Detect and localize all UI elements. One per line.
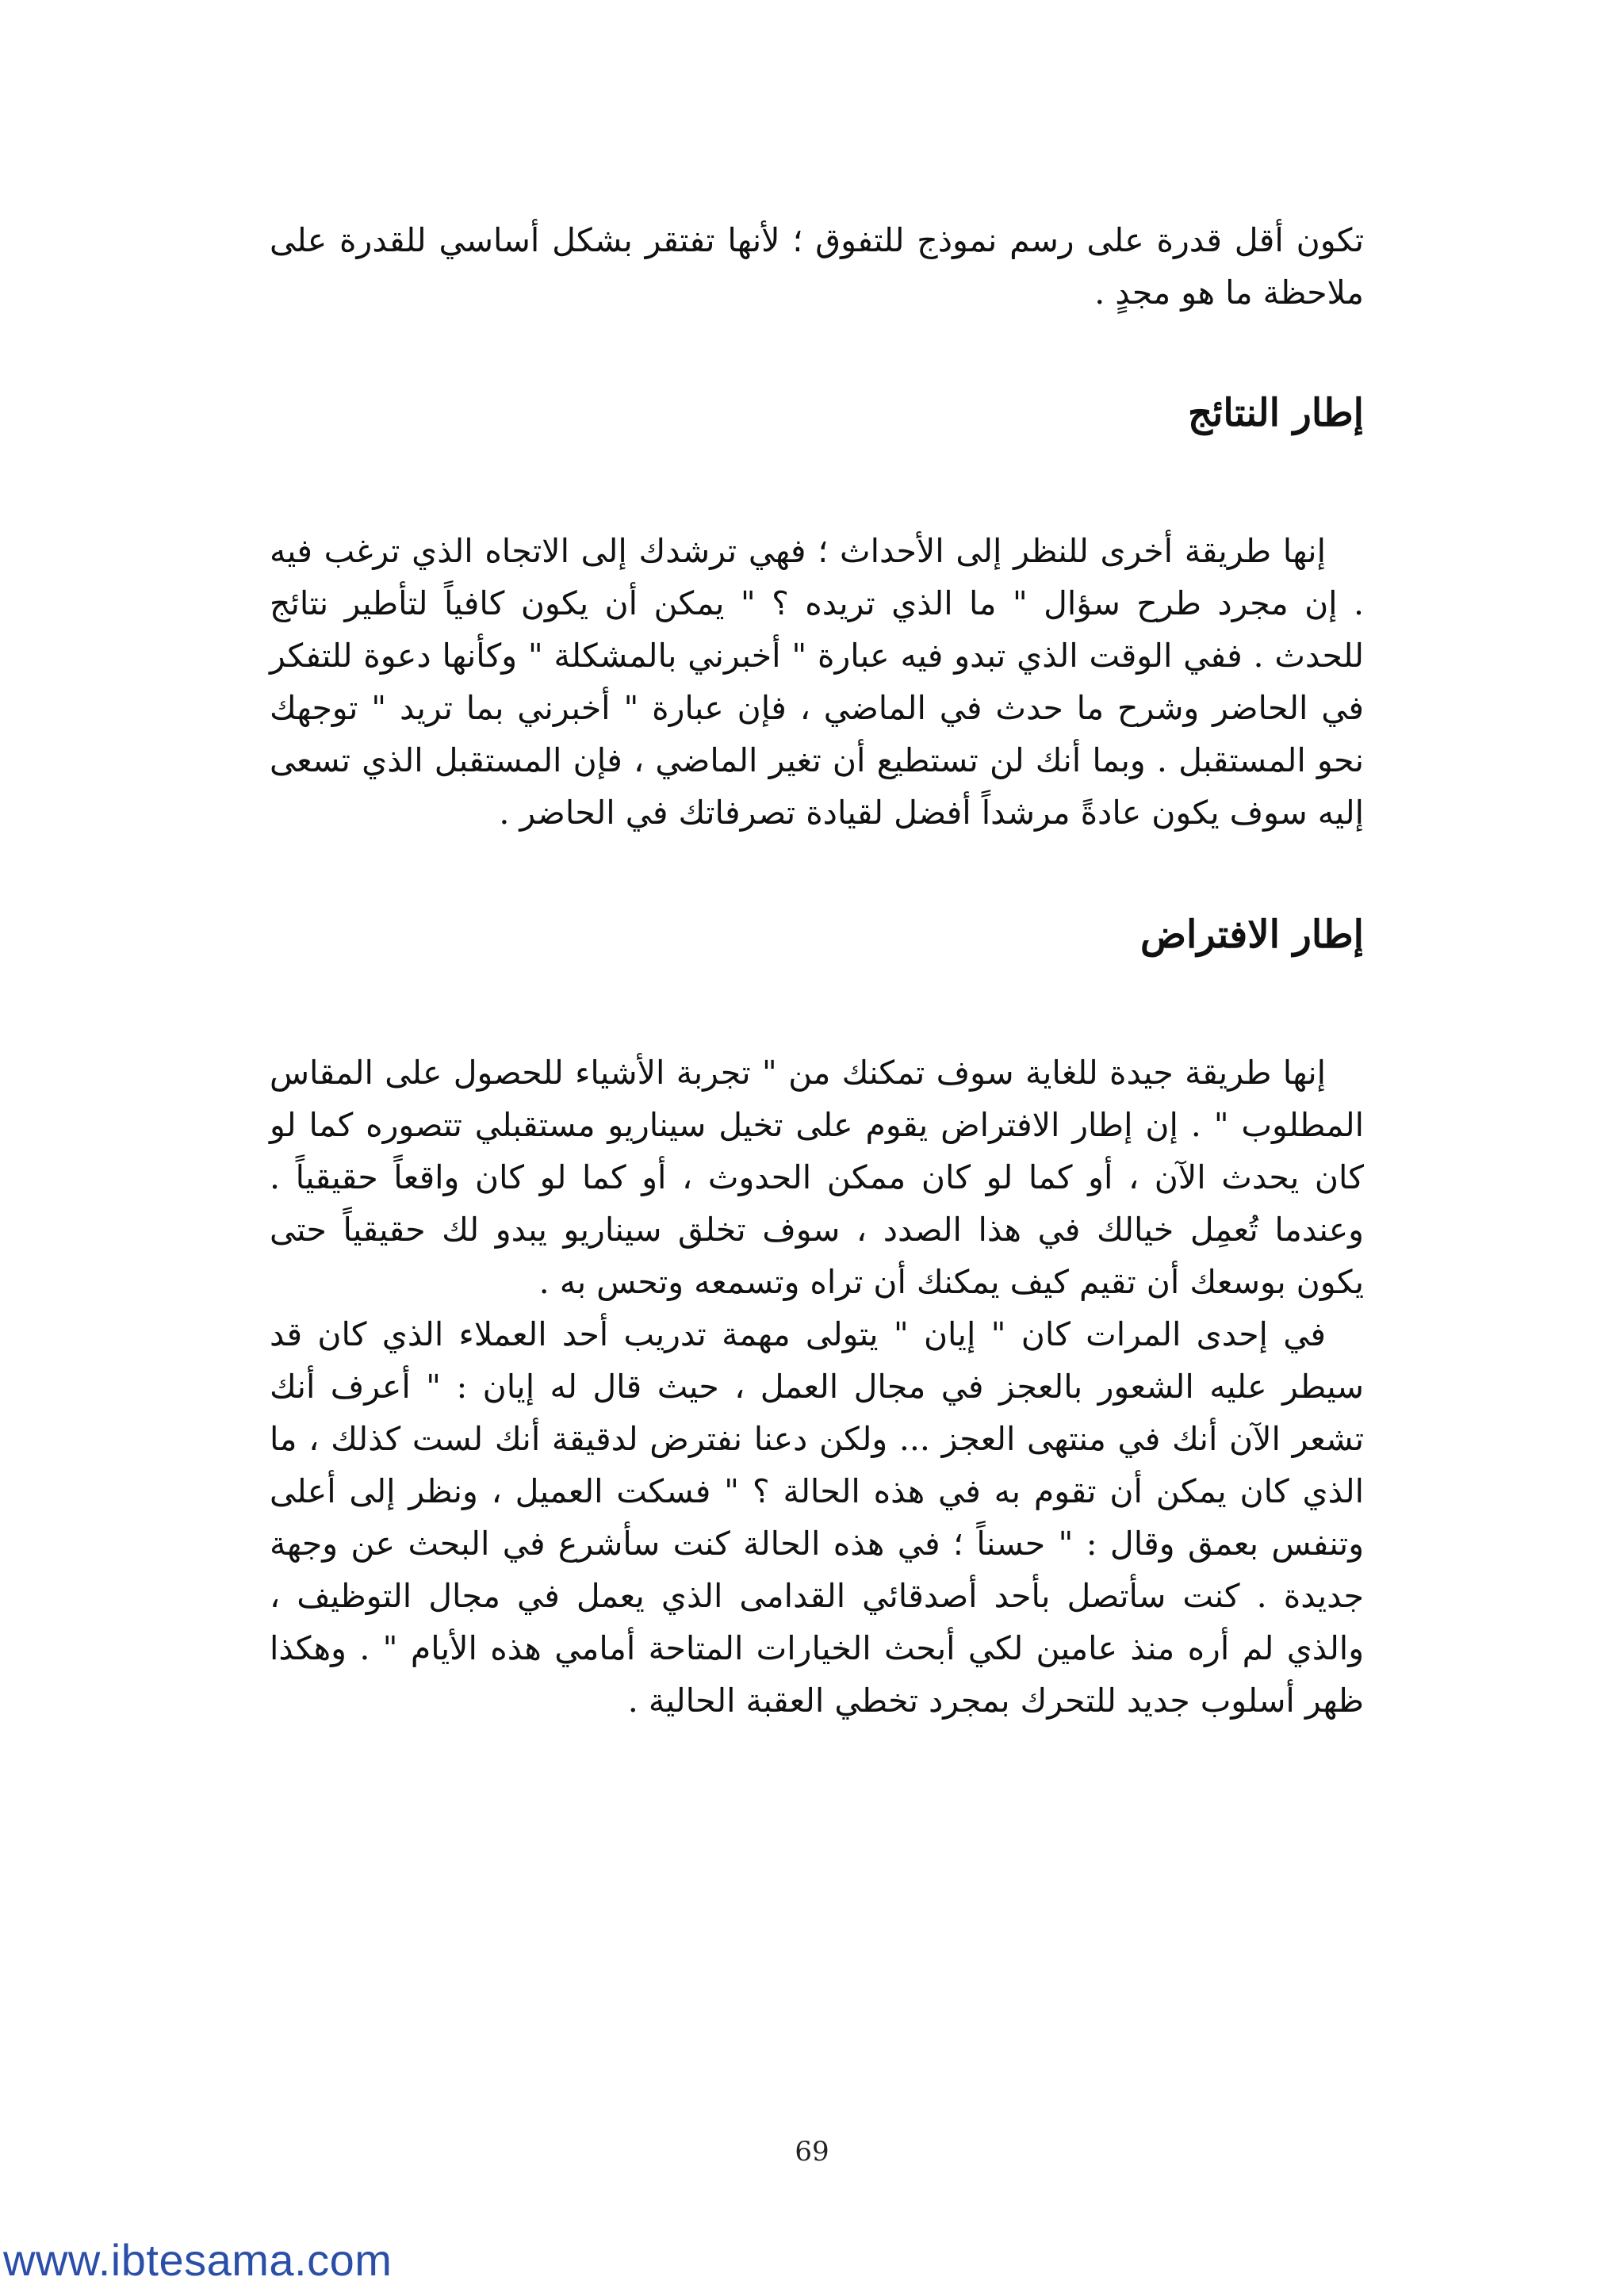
site-watermark: www.ibtesama.com <box>3 2235 393 2285</box>
as-if-frame-paragraph-1: إنها طريقة جيدة للغاية سوف تمكنك من " تجربة الأشياء للحصول على المقاس المطلوب " . إن إطار الافتراض يقوم على تخيل سيناريو مستقبلي تتصوره كما لو كان يحدث الآن ، أو كما لو كان ممكن الحدوث ، أو كما لو كان واقعاً حقيقياً . وعندما تُعمِل خيالك في هذا الصدد ، سوف تخلق سيناريو يبدو لك حقيقياً حتى يكون بوسعك أن تقيم كيف يمكنك أن تراه وتسمعه وتحس به . <box>270 1054 1364 1301</box>
page-body <box>270 214 1364 1727</box>
results-frame-paragraph: إنها طريقة أخرى للنظر إلى الأحداث ؛ فهي ترشدك إلى الاتجاه الذي ترغب فيه . إن مجرد طرح سؤال " ما الذي تريده ؟ " يمكن أن يكون كافياً لتأطير نتائج للحدث . ففي الوقت الذي تبدو فيه عبارة " أخبرني بالمشكلة " وكأنها دعوة للتفكر في الحاضر وشرح ما حدث في الماضي ، فإن عبارة " أخبرني بما تريد " توجهك نحو المستقبل . وبما أنك لن تستطيع أن تغير الماضي ، فإن المستقبل الذي تسعى إليه سوف يكون عادةً مرشداً أفضل لقيادة تصرفاتك في الحاضر . <box>270 532 1364 832</box>
intro-paragraph: تكون أقل قدرة على رسم نموذج للتفوق ؛ لأنها تفتقر بشكل أساسي للقدرة على ملاحظة ما هو مجدٍ . <box>270 221 1364 312</box>
section-heading-as-if-frame: إطار الافتراض <box>1139 913 1364 957</box>
section-heading-results-frame: إطار النتائج <box>1188 391 1364 435</box>
as-if-frame-paragraph-2: في إحدى المرات كان " إيان " يتولى مهمة تدريب أحد العملاء الذي كان قد سيطر عليه الشعور بالعجز في مجال العمل ، حيث قال له إيان : " أعرف أنك تشعر الآن أنك في منتهى العجز ... ولكن دعنا نفترض لدقيقة أنك لست كذلك ، ما الذي كان يمكن أن تقوم به في هذه الحالة ؟ " فسكت العميل ، ونظر إلى أعلى وتنفس بعمق وقال : " حسناً ؛ في هذه الحالة كنت سأشرع في البحث عن وجهة جديدة . كنت سأتصل بأحد أصدقائي القدامى الذي يعمل في مجال التوظيف ، والذي لم أره منذ عامين لكي أبحث الخيارات المتاحة أمامي هذه الأيام " . وهكذا ظهر أسلوب جديد للتحرك بمجرد تخطي العقبة الحالية . <box>270 1315 1365 1720</box>
page-number: 69 <box>795 2136 829 2168</box>
section-divider <box>270 839 1364 907</box>
